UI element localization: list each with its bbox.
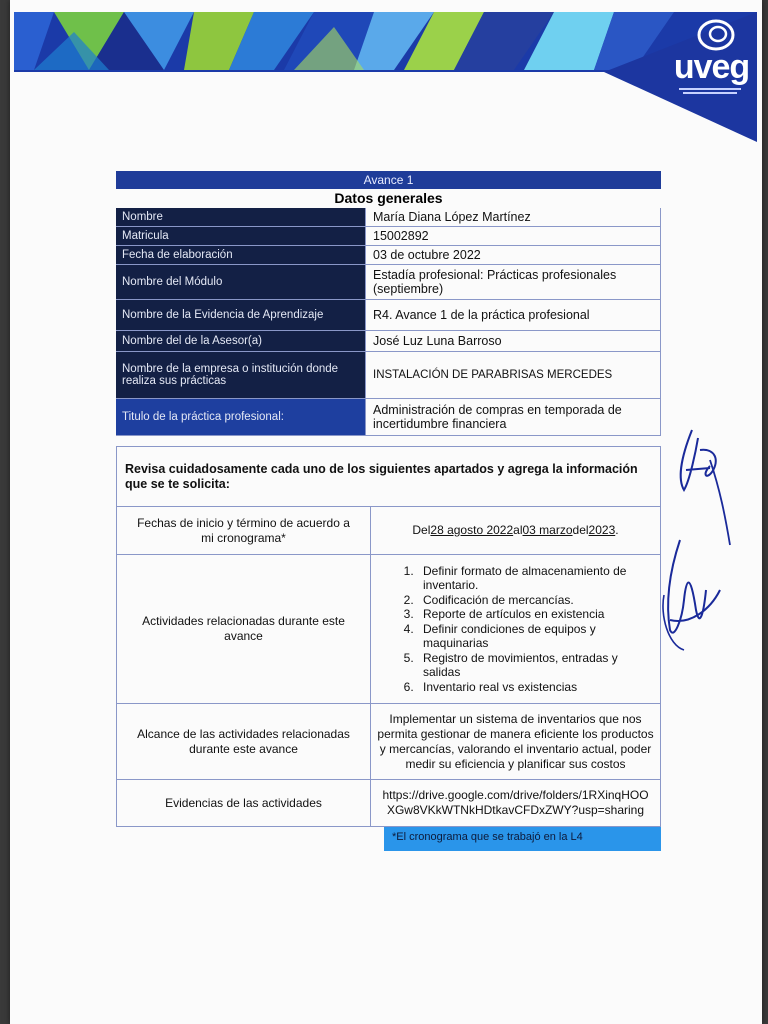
scope-label: Alcance de las actividades relacionadas durante este avance xyxy=(117,704,371,779)
field-label: Nombre del Módulo xyxy=(116,265,365,299)
field-label: Nombre xyxy=(116,208,365,226)
field-value: José Luz Luna Barroso xyxy=(365,331,661,351)
table-row xyxy=(116,227,661,246)
dates-prefix: Del xyxy=(412,523,431,537)
list-item: 2. Codificación de mercancías. xyxy=(417,593,654,608)
evidence-label: Evidencias de las actividades xyxy=(117,780,371,826)
scope-value: Implementar un sistema de inventarios que nos permita gestionar de manera eficiente los productos y mercancías, valorando el inventario actual, poder medir su eficiencia y planificar sus costos xyxy=(377,711,654,771)
field-label: Nombre de la Evidencia de Aprendizaje xyxy=(116,300,365,330)
end-date: 03 marzo xyxy=(522,523,573,537)
general-rows xyxy=(116,208,661,436)
field-label: Fecha de elaboración xyxy=(116,246,365,264)
table-row xyxy=(116,331,661,352)
table-row xyxy=(116,399,661,436)
schedule-note: *El cronograma que se trabajó en la L4 xyxy=(384,827,661,851)
table-row xyxy=(116,352,661,399)
table-row xyxy=(116,265,661,300)
field-value: R4. Avance 1 de la práctica profesional xyxy=(365,300,661,330)
field-label: Nombre de la empresa o institución donde realiza sus prácticas xyxy=(116,352,365,398)
list-item: 4. Definir condiciones de equipos y maquinarias xyxy=(417,622,654,651)
activities-value xyxy=(371,555,660,703)
table-row xyxy=(116,246,661,265)
field-label: Nombre del de la Asesor(a) xyxy=(116,331,365,351)
list-item: 3. Reporte de artículos en existencia xyxy=(417,607,654,622)
list-item: 6. Inventario real vs existencias xyxy=(417,680,654,695)
table-subheader: Datos generales xyxy=(334,190,443,206)
activities-label: Actividades relacionadas durante este avance xyxy=(117,555,371,703)
list-item: 5. Registro de movimientos, entradas y salidas xyxy=(417,651,654,680)
field-value: Estadía profesional: Prácticas profesionales (septiembre) xyxy=(365,265,661,299)
header-banner xyxy=(14,12,757,142)
table-row xyxy=(116,208,661,227)
table-row xyxy=(117,704,660,780)
activities-table xyxy=(116,446,661,827)
list-item: 1. Definir formato de almacenamiento de inventario. xyxy=(417,564,654,593)
field-value: María Diana López Martínez xyxy=(365,208,661,226)
table-row xyxy=(116,300,661,331)
dates-value xyxy=(371,507,660,554)
end-year: 2023 xyxy=(588,523,616,537)
activities-list xyxy=(377,564,654,695)
handwritten-signatures xyxy=(640,420,760,660)
field-value: Administración de compras en temporada de incertidumbre financiera xyxy=(365,399,661,435)
uveg-logo-subtitle xyxy=(675,86,745,98)
dates-connector: al xyxy=(513,523,523,537)
field-value: INSTALACIÓN DE PARABRISAS MERCEDES xyxy=(365,352,661,398)
dates-label: Fechas de inicio y término de acuerdo a mi cronograma* xyxy=(117,507,371,554)
uveg-logo-icon xyxy=(696,18,736,52)
dates-suffix: . xyxy=(615,523,619,537)
evidence-link[interactable]: https://drive.google.com/drive/folders/1RXinqHOOXGw8VKkWTNkHDtkavCFDxZWY?usp=sharing xyxy=(382,788,649,817)
table-row xyxy=(117,507,660,555)
uveg-logo-text: uveg xyxy=(673,48,750,86)
general-data-table xyxy=(116,171,661,436)
start-date: 28 agosto 2022 xyxy=(430,523,514,537)
table-header: Avance 1 xyxy=(116,171,661,189)
table-row xyxy=(117,780,660,826)
field-value: 03 de octubre 2022 xyxy=(365,246,661,264)
table-row xyxy=(117,555,660,704)
field-value: 15002892 xyxy=(365,227,661,245)
field-label: Matricula xyxy=(116,227,365,245)
dates-connector-2: del xyxy=(572,523,589,537)
instruction-text: Revisa cuidadosamente cada uno de los siguientes apartados y agrega la información que se te solicita: xyxy=(117,447,660,507)
field-label: Titulo de la práctica profesional: xyxy=(116,399,365,435)
